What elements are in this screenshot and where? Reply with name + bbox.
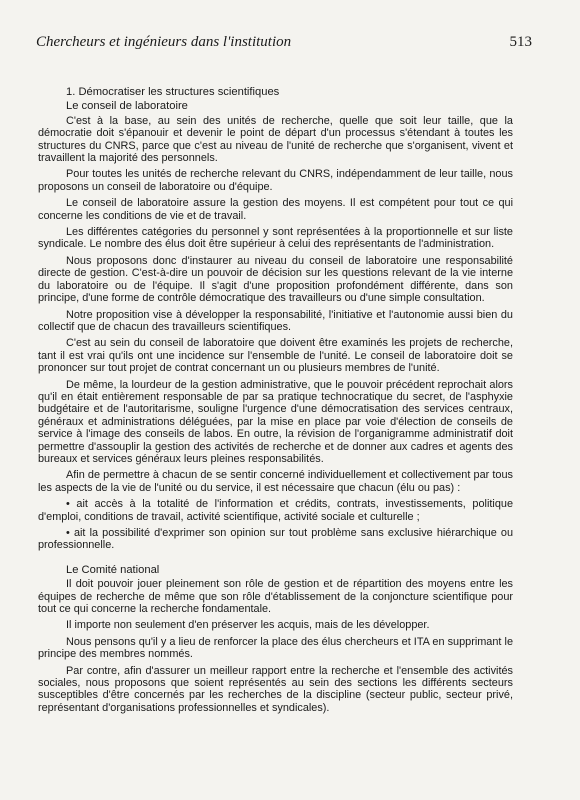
paragraph: C'est à la base, au sein des unités de recherche, quelle que soit leur taille, que la démocratie doit s'épanouir et devenir le point de départ d'un processus s'étendant à toutes les structures du CNRS, parce que c'est au niveau de l'unité de recherche que s'organisent, vivent et travaillent la majorité des personnels.	[38, 114, 513, 165]
paragraph: C'est au sein du conseil de laboratoire que doivent être examinés les projets de recherche, tant il est vrai qu'ils ont une incidence sur l'ensemble de l'unité. Le conseil de laboratoire doit se prononcer sur tout projet de contrat concernant un ou plusieurs membres de l'unité.	[38, 337, 513, 375]
page-number: 513	[509, 34, 532, 50]
paragraph: Afin de permettre à chacun de se sentir concerné individuellement et collectivement par tous les aspects de la vie de l'unité ou du service, il est nécessaire que chacun (élu ou pas) :	[38, 469, 513, 494]
running-title: Chercheurs et ingénieurs dans l'institution	[36, 34, 292, 50]
paragraph: Pour toutes les unités de recherche relevant du CNRS, indépendamment de leur taille, nous proposons un conseil de laboratoire ou d'équipe.	[38, 168, 513, 193]
page-body	[38, 86, 513, 718]
paragraph: Par contre, afin d'assurer un meilleur rapport entre la recherche et l'ensemble des activités sociales, nous proposons que soient représentés au sein des sections les différents secteurs susceptibles d'être concernés par les recherches de la discipline (secteur public, secteur privé, représentant d'organisations professionnelles et syndicales).	[38, 664, 513, 714]
paragraph: Nous pensons qu'il y a lieu de renforcer la place des élus chercheurs et ITA en supprimant le principe des membres nommés.	[38, 635, 513, 661]
national-committee-heading: Le Comité national	[66, 563, 160, 576]
page-header	[36, 34, 532, 51]
bullet-item: • ait accès à la totalité de l'information et crédits, contrats, investissements, politique d'emploi, conditions de travail, activité scientifique, activité sociale et culturelle ;	[38, 498, 513, 523]
paragraph: Nous proposons donc d'instaurer au niveau du conseil de laboratoire une responsabilité directe de gestion. C'est-à-dire un pouvoir de décision sur les questions relevant de la vie interne du laboratoire ou de l'équipe. Il s'agit d'une proposition profondément différente, dans son principe, d'une forme de contrôle démocratique des travailleurs ou d'une simple consultation.	[38, 254, 513, 305]
paragraph: De même, la lourdeur de la gestion administrative, que le pouvoir précédent reprochait alors qu'il en était entièrement responsable de par sa pratique technocratique du secret, de l'asphyxie budgétaire et de l'autoritarisme, souligne l'urgence d'une démocratisation des services centraux, généraux et administrations déléguées, par la mise en place par voie d'élection de conseils de service à l'image des conseils de labos. En outre, la révision de l'organigramme administratif doit permettre d'assouplir la gestion des activités de recherche et de donner aux cadres et agents des bureaux et services généraux leurs pleines responsabilités.	[38, 378, 513, 465]
paragraph: Le conseil de laboratoire assure la gestion des moyens. Il est compétent pour tout ce qui concerne les conditions de vie et de travail.	[38, 197, 513, 222]
paragraph: Il importe non seulement d'en préserver les acquis, mais de les développer.	[66, 619, 430, 632]
paragraph: Les différentes catégories du personnel y sont représentées à la proportionnelle et sur liste syndicale. Le nombre des élus doit être supérieur à celui des représentants de l'administration.	[38, 226, 513, 251]
paragraph: Il doit pouvoir jouer pleinement son rôle de gestion et de répartition des moyens entre les équipes de recherche de même que son rôle d'établissement de la conjoncture scientifique pour tout ce qui concerne la recherche fondamentale.	[38, 578, 513, 616]
bullet-item: • ait la possibilité d'exprimer son opinion sur tout problème sans exclusive hiérarchique ou professionnelle.	[38, 527, 513, 552]
lab-council-heading: Le conseil de laboratoire	[66, 100, 188, 113]
paragraph: Notre proposition vise à développer la responsabilité, l'initiative et l'autonomie aussi bien du collectif que de chacun des travailleurs scientifiques.	[38, 308, 513, 333]
section-title: 1. Démocratiser les structures scientifiques	[66, 86, 280, 98]
